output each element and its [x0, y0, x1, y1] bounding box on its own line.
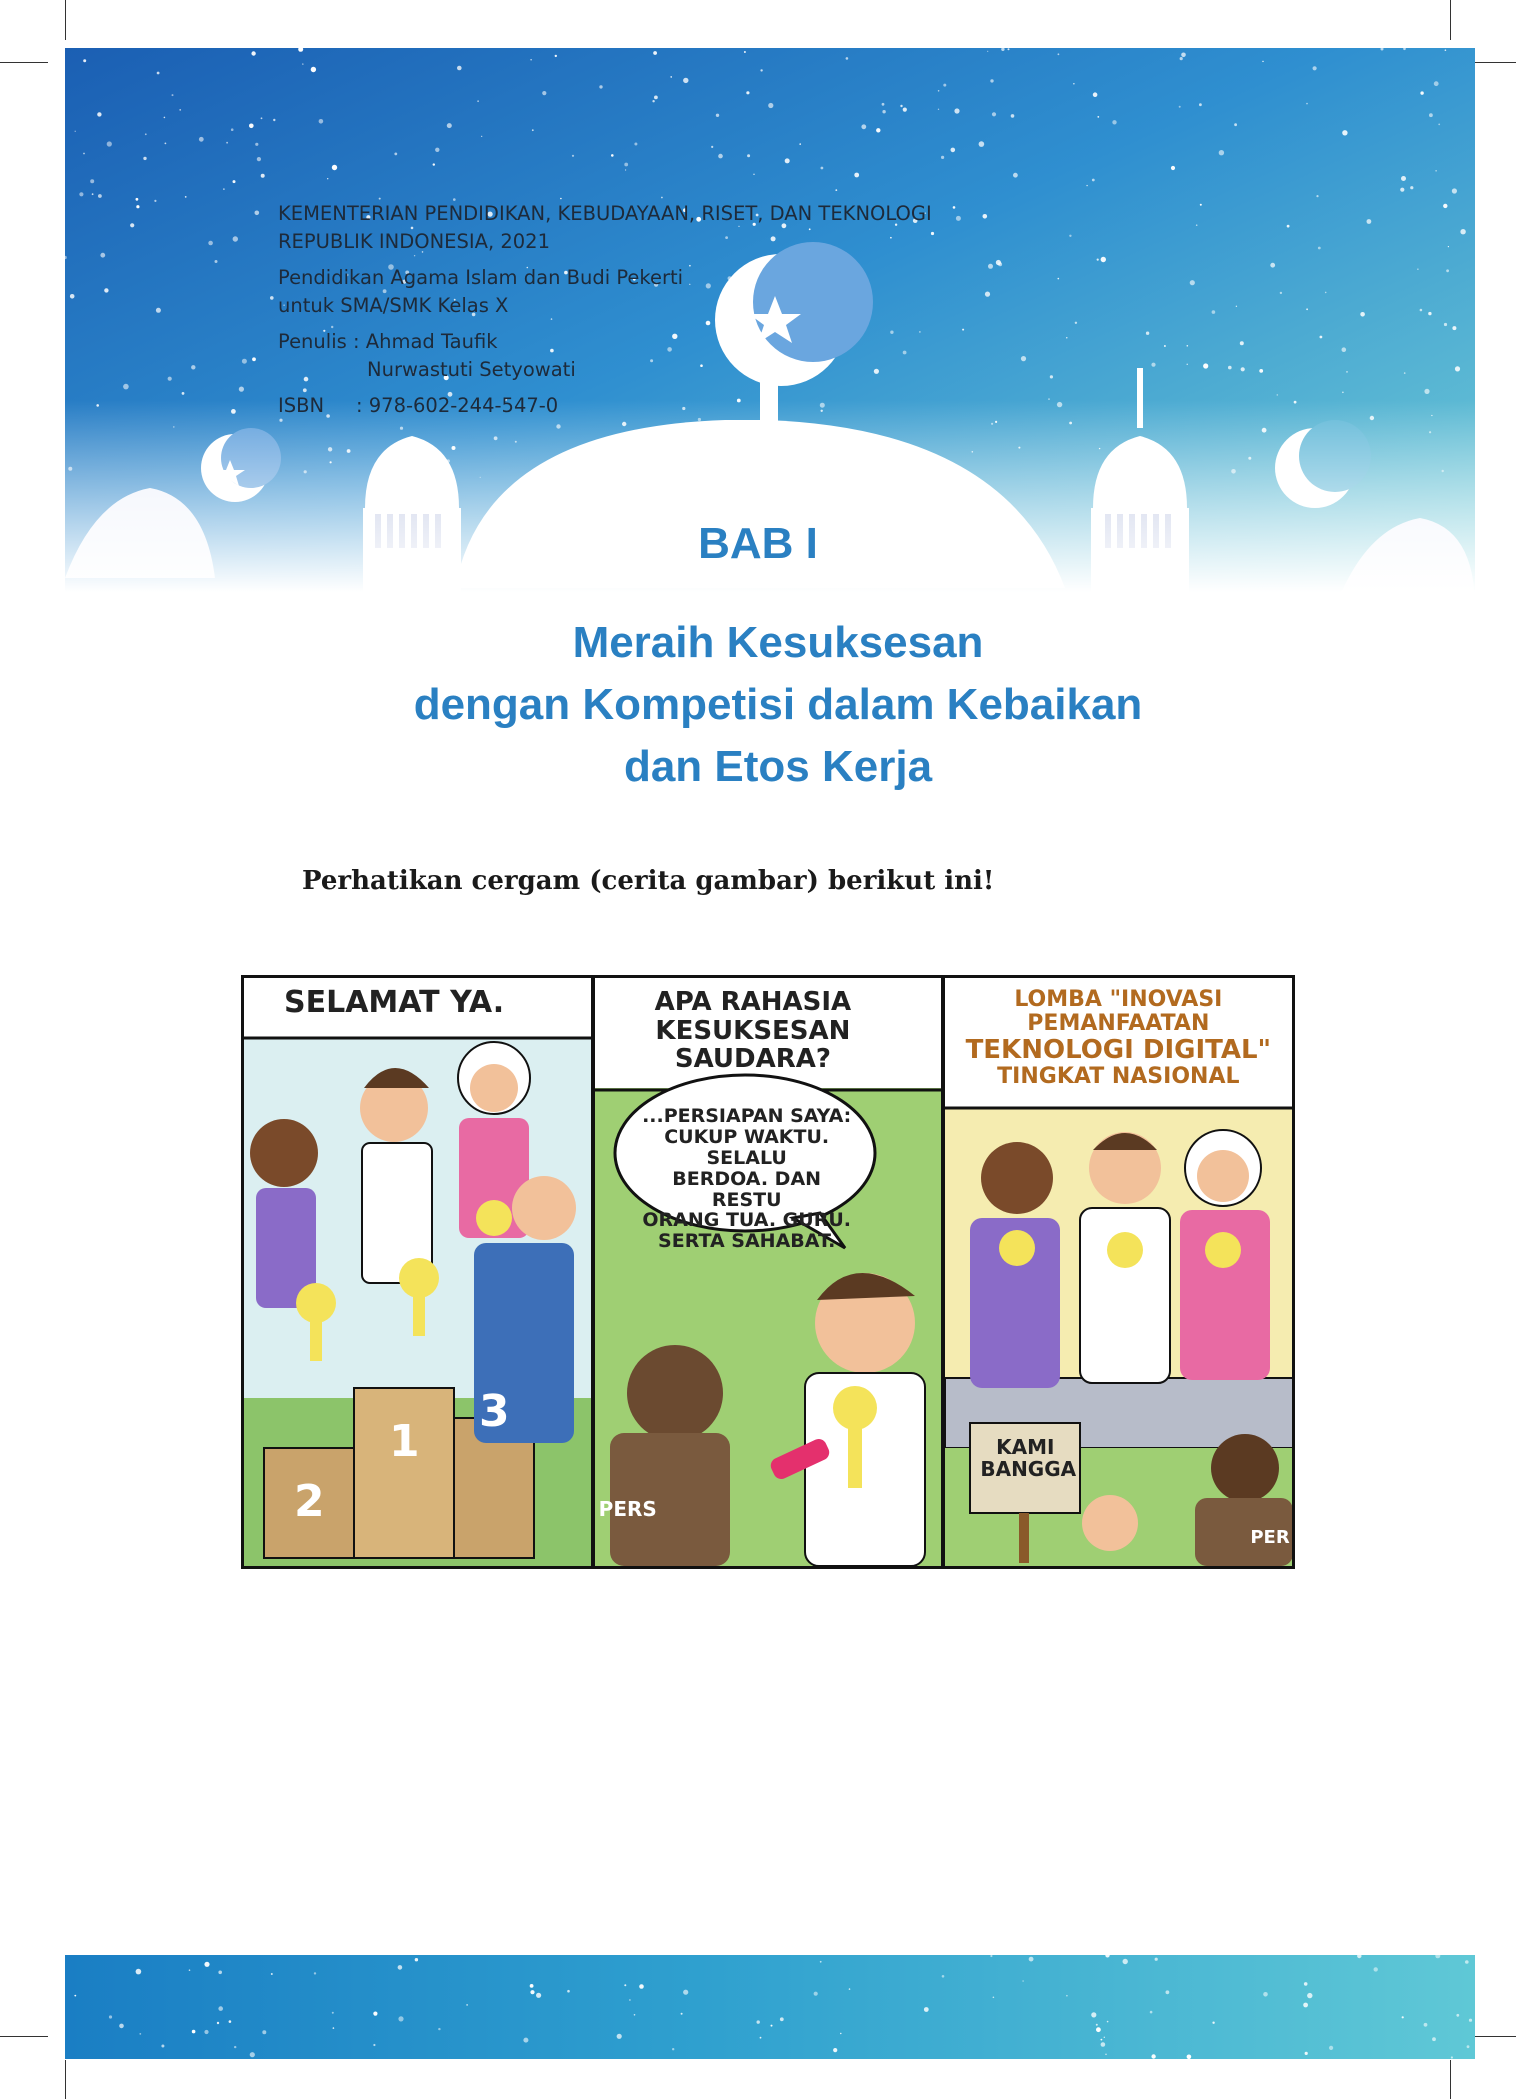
star-dot [438, 2028, 440, 2030]
star-dot [820, 1961, 822, 1963]
star-dot [771, 2025, 773, 2027]
comic-panel-award [244, 978, 591, 1566]
star-dot [1155, 1958, 1158, 1961]
star-dot [1467, 2045, 1470, 2048]
star-dot [1432, 2037, 1436, 2041]
star-dot [523, 2038, 528, 2043]
answer-line-4: ORANG TUA. GURU. [642, 1209, 851, 1232]
question-text [655, 988, 852, 1074]
star-dot [672, 2048, 674, 2050]
event-title-line-1: LOMBA "INOVASI PEMANFAATAN [1014, 987, 1223, 1037]
crop-mark [1450, 2060, 1451, 2099]
star-dot [119, 2024, 124, 2029]
isbn-row [278, 392, 932, 420]
star-dot [1357, 1955, 1361, 1958]
event-title-line-2: TEKNOLOGI DIGITAL" [965, 1035, 1272, 1066]
star-dot [1469, 2019, 1472, 2022]
podium-number-2: 2 [294, 1476, 325, 1527]
comic-panel-celebration [945, 978, 1292, 1566]
podium-number-3: 3 [479, 1386, 510, 1437]
star-dot [217, 2022, 219, 2024]
crop-mark [1450, 0, 1451, 40]
crop-mark [0, 62, 48, 63]
star-dot [262, 2030, 266, 2034]
star-dot [1105, 1955, 1109, 1958]
star-dot [373, 2012, 377, 2016]
publication-info [278, 200, 932, 420]
star-dot [1101, 2042, 1106, 2047]
star-dot [1465, 1960, 1469, 1964]
question-line-3: SAUDARA? [674, 1044, 831, 1075]
star-dot [1022, 1980, 1024, 1982]
star-dot [1123, 1959, 1128, 1964]
star-dot [681, 2013, 683, 2015]
star-dot [250, 2052, 255, 2057]
star-dot [624, 1984, 626, 1986]
star-dot [849, 1988, 851, 1990]
author-row [278, 328, 932, 356]
footer-stars [65, 1955, 1475, 2059]
star-dot [760, 2037, 762, 2039]
star-dot [634, 2014, 636, 2016]
caption-congrats: SELAMAT YA. [284, 985, 505, 1020]
star-dot [218, 2006, 223, 2011]
comic-strip [241, 975, 1295, 1569]
instruction-text: Perhatikan cergam (cerita gambar) berikut ini! [302, 866, 995, 896]
answer-line-5: SERTA SAHABAT. [658, 1230, 836, 1253]
star-dot [466, 2004, 468, 2006]
chapter-title-line-3: dan Etos Kerja [623, 742, 933, 791]
star-dot [567, 1990, 570, 1993]
question-line-1: APA RAHASIA [654, 987, 852, 1017]
star-dot [204, 1962, 209, 1967]
star-dot [1451, 2056, 1453, 2058]
star-dot [530, 1990, 534, 1994]
book-title-line-1: Pendidikan Agama Islam dan Budi Pekerti [278, 266, 684, 289]
answer-line-2: CUKUP WAKTU. SELALU [664, 1125, 830, 1169]
star-dot [189, 1969, 191, 1971]
star-dot [415, 1958, 418, 1961]
star-dot [924, 2007, 929, 2012]
chapter-number: BAB I [698, 519, 818, 568]
star-dot [1101, 2039, 1103, 2041]
star-dot [639, 1984, 644, 1989]
press-vest-label-2: PER [1250, 1527, 1290, 1548]
star-dot [333, 2027, 335, 2029]
star-dot [990, 1955, 992, 1957]
star-dot [1104, 2037, 1105, 2038]
star-dot [1096, 2027, 1101, 2032]
star-dot [398, 2016, 403, 2021]
star-dot [204, 2030, 208, 2034]
star-dot [271, 1973, 273, 1975]
event-title-line-3: TINGKAT NASIONAL [997, 1063, 1240, 1089]
star-dot [1329, 2046, 1333, 2050]
star-dot [617, 2034, 622, 2039]
chapter-title-line-1: Meraih Kesuksesan [572, 618, 984, 667]
book-title-line-2: untuk SMA/SMK Kelas X [278, 294, 509, 317]
star-dot [1166, 1990, 1170, 1994]
author-name-1: : Ahmad Taufik [352, 330, 498, 353]
isbn-value: : 978-602-244-547-0 [356, 394, 559, 417]
star-dot [398, 1965, 403, 1970]
star-dot [1424, 2023, 1428, 2027]
star-dot [234, 2046, 236, 2048]
star-dot [840, 2033, 841, 2034]
podium-number-1: 1 [389, 1416, 420, 1467]
star-dot [161, 2045, 164, 2048]
star-dot [373, 2044, 375, 2046]
star-dot [530, 1984, 534, 1988]
star-dot [74, 1995, 76, 1997]
star-dot [1435, 1955, 1440, 1958]
star-dot [1307, 1993, 1312, 1998]
star-dot [229, 2020, 232, 2023]
star-dot [218, 1971, 222, 1975]
crop-mark [65, 2060, 66, 2099]
footer-decoration [65, 1955, 1475, 2059]
star-dot [942, 1975, 945, 1978]
isbn-label: ISBN [278, 394, 325, 417]
star-dot [814, 1992, 818, 1996]
sign-line-1: KAMI [996, 1435, 1055, 1459]
star-dot [192, 2030, 196, 2034]
star-dot [1105, 2054, 1107, 2056]
star-dot [1187, 2055, 1192, 2060]
publisher-line-1: KEMENTERIAN PENDIDIKAN, KEBUDAYAAN, RISET, DAN TEKNOLOGI [278, 202, 932, 225]
star-dot [1212, 2022, 1214, 2024]
star-dot [314, 1972, 316, 1974]
event-title [953, 988, 1283, 1089]
star-dot [1305, 2052, 1308, 2055]
star-dot [1107, 2021, 1109, 2023]
chapter-title-line-2: dengan Kompetisi dalam Kebaikan [413, 680, 1143, 729]
star-dot [1096, 2024, 1098, 2026]
answer-line-1: ...PERSIAPAN SAYA: [642, 1105, 852, 1127]
star-dot [332, 2012, 334, 2014]
star-dot [1304, 1982, 1308, 1986]
comic-panel-interview [595, 978, 942, 1566]
answer-bubble-text [635, 1106, 859, 1252]
star-dot [1029, 1957, 1034, 1962]
author-name-2: Nurwastuti Setyowati [367, 358, 576, 381]
star-dot [1456, 2014, 1459, 2017]
publisher-line-2: REPUBLIK INDONESIA, 2021 [278, 230, 550, 253]
crop-mark [1468, 62, 1516, 63]
sign-line-2: BANGGA [980, 1457, 1077, 1481]
star-dot [1303, 2003, 1308, 2008]
star-dot [1151, 2054, 1155, 2058]
star-dot [1263, 1992, 1268, 1997]
star-dot [1402, 2016, 1404, 2018]
star-dot [833, 2048, 837, 2052]
crop-mark [1468, 2036, 1516, 2037]
star-dot [109, 2015, 112, 2018]
star-dot [629, 1999, 631, 2001]
star-dot [139, 2033, 141, 2035]
chapter-title [0, 612, 1516, 798]
question-line-2: KESUKSESAN [655, 1015, 851, 1046]
star-dot [1374, 1967, 1378, 1971]
answer-line-3: BERDOA. DAN RESTU [672, 1167, 822, 1211]
star-dot [993, 1997, 995, 1999]
sign-text [980, 1435, 1077, 1481]
star-dot [1150, 2011, 1153, 2014]
star-dot [136, 1969, 142, 1975]
press-vest-label: PERS [598, 1497, 657, 1521]
author-label: Penulis [278, 330, 347, 353]
star-dot [1091, 2012, 1096, 2017]
crop-mark [0, 2036, 48, 2037]
star-dot [780, 2017, 784, 2021]
star-dot [757, 2020, 760, 2023]
star-dot [683, 1990, 688, 1995]
star-dot [536, 1993, 541, 1998]
star-dot [1066, 1995, 1068, 1997]
crop-mark [65, 0, 66, 40]
